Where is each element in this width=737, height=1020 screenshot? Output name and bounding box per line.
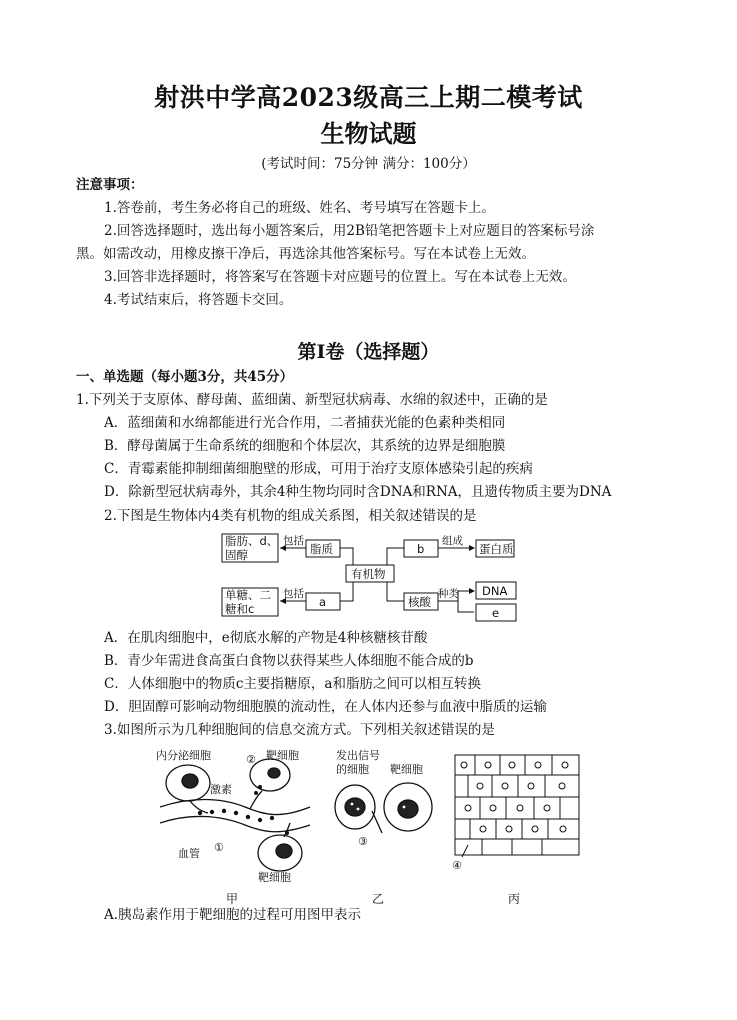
- target-cell-label-3: 靶细胞: [390, 763, 423, 776]
- figure-bing: [455, 755, 579, 857]
- e-box: e: [492, 606, 500, 620]
- b-box: b: [417, 542, 425, 556]
- question-1-option-d: D．除新型冠状病毒外，其余4种生物均同时含DNA和RNA，且遗传物质主要为DNA: [104, 484, 612, 500]
- question-3-option-a: A.胰岛素作用于靶细胞的过程可用图甲表示: [104, 907, 362, 923]
- figure-yi: [335, 783, 432, 833]
- exam-title: 射洪中学高2023级高三上期二模考试: [154, 83, 583, 112]
- sugar-parts-text-2: 糖和c: [225, 602, 255, 616]
- part-title: 一、单选题（每小题3分，共45分）: [76, 369, 294, 385]
- protein-box: 蛋白质: [479, 542, 514, 556]
- a-box: a: [319, 595, 327, 609]
- n3-label: ③: [358, 835, 368, 848]
- figure-yi-label: 乙: [372, 892, 385, 905]
- n1-label: ①: [214, 841, 224, 854]
- kinds-label: 种类: [438, 588, 459, 600]
- target-cell-label-2: 靶细胞: [258, 871, 291, 884]
- notice-item: 黑。如需改动，用橡皮擦干净后，再选涂其他答案标号。写在本试卷上无效。: [76, 246, 535, 262]
- section-title: 第I卷（选择题）: [297, 341, 440, 363]
- question-2-stem: 2.下图是生物体内4类有机物的组成关系图，相关叙述错误的是: [104, 508, 477, 524]
- exam-info: (考试时间：75分钟 满分：100分）: [261, 156, 476, 172]
- question-1-stem: 1.下列关于支原体、酵母菌、蓝细菌、新型冠状病毒、水绵的叙述中，正确的是: [76, 392, 548, 408]
- include-label-2: 包括: [283, 588, 304, 600]
- n2-label: ②: [246, 753, 256, 766]
- signal-cell-label-1: 发出信号: [336, 749, 380, 762]
- question-3-stem: 3.如图所示为几种细胞间的信息交流方式。下列相关叙述错误的是: [104, 722, 495, 738]
- question-2-option-a: A．在肌肉细胞中，e彻底水解的产物是4种核糖核苷酸: [104, 630, 428, 646]
- notice-item: 3.回答非选择题时，将答案写在答题卡对应题号的位置上。写在本试卷上无效。: [104, 269, 576, 285]
- notice-item: 2.回答选择题时，选出每小题答案后，用2B铅笔把答题卡上对应题目的答案标号涂: [104, 223, 595, 239]
- question-1-option-c: C．青霉素能抑制细菌细胞壁的形成，可用于治疗支原体感染引起的疾病: [104, 461, 533, 477]
- figure-bing-label: 丙: [508, 892, 521, 905]
- target-cell-label-1: 靶细胞: [266, 749, 299, 762]
- hormone-label: 激素: [210, 783, 232, 796]
- vessel-label: 血管: [178, 847, 200, 860]
- signal-cell-label-2: 的细胞: [336, 763, 369, 776]
- notice-heading: 注意事项：: [76, 177, 144, 193]
- lipid-parts-text-1: 脂肪、d、: [225, 534, 279, 548]
- notice-item: 1.答卷前，考生务必将自己的班级、姓名、考号填写在答题卡上。: [104, 200, 495, 216]
- question-2-option-c: C．人体细胞中的物质c主要指糖原，a和脂肪之间可以相互转换: [104, 676, 481, 692]
- dna-box: DNA: [482, 584, 508, 598]
- lipid-box: 脂质: [310, 542, 333, 556]
- sugar-parts-text-1: 单糖、二: [225, 588, 271, 602]
- cell-communication-diagram: [150, 745, 590, 905]
- organic-matter-box: 有机物: [351, 567, 386, 581]
- question-2-option-d: D．胆固醇可影响动物细胞膜的流动性，在人体内还参与血液中脂质的运输: [104, 699, 547, 715]
- question-1-option-a: A．蓝细菌和水绵都能进行光合作用，二者捕获光能的色素种类相同: [104, 415, 506, 431]
- endocrine-cell-label: 内分泌细胞: [156, 749, 211, 762]
- lipid-parts-text-2: 固醇: [225, 548, 248, 562]
- notice-item: 4.考试结束后，将答题卡交回。: [104, 292, 293, 308]
- figure-jia-label: 甲: [226, 892, 239, 905]
- n4-label: ④: [452, 859, 462, 872]
- question-1-option-b: B．酵母菌属于生命系统的细胞和个体层次，其系统的边界是细胞膜: [104, 438, 506, 454]
- compose-label: 组成: [442, 535, 463, 547]
- include-label-1: 包括: [283, 535, 304, 547]
- nucleic-acid-box: 核酸: [408, 595, 431, 609]
- question-2-option-b: B．青少年需进食高蛋白食物以获得某些人体细胞不能合成的b: [104, 653, 474, 669]
- exam-subtitle: 生物试题: [320, 119, 417, 148]
- organic-matter-diagram: [220, 530, 520, 622]
